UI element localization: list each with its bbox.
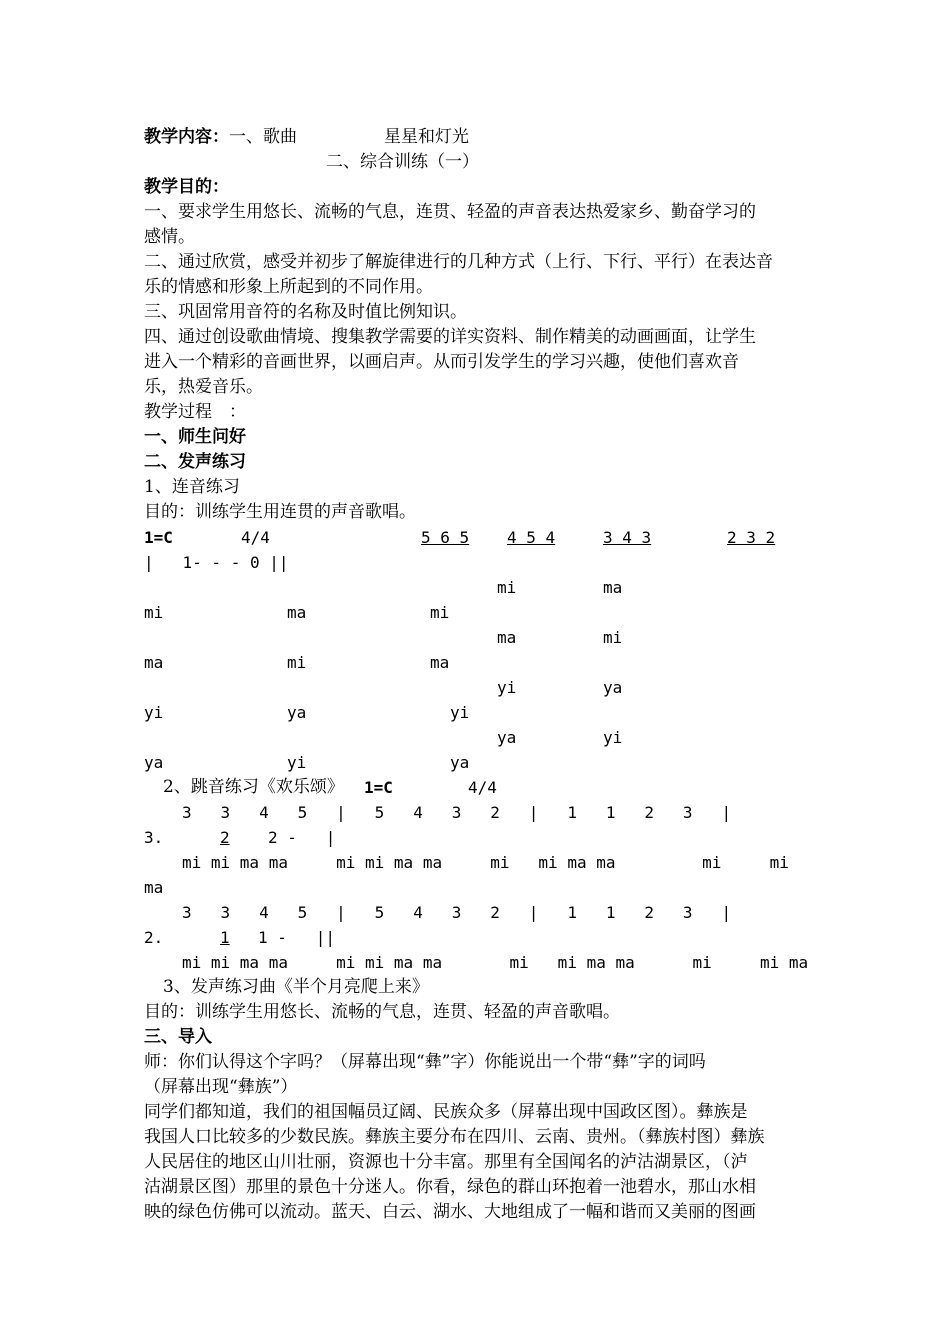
syllable: ya (287, 703, 307, 722)
syllable: ya (450, 753, 470, 772)
exercise-1-goal: 目的：训练学生用连贯的声音歌唱。 (144, 502, 416, 522)
goal-line: 乐，热爱音乐。 (144, 377, 263, 397)
notation-group: 2 3 2 (727, 528, 776, 547)
goal-line: 进入一个精彩的音画世界，以画启声。从而引发学生的学习兴趣，使他们喜欢音 (144, 352, 739, 372)
syllable: ma (603, 578, 623, 597)
syllable: yi (497, 678, 517, 697)
intro-line: 映的绿色仿佛可以流动。蓝天、白云、湖水、大地组成了一幅和谐而又美丽的图画 (144, 1202, 756, 1222)
notation-ending: | 1- - - 0 || (144, 553, 289, 572)
syllable: ya (603, 678, 623, 697)
lyric-row: mi mi ma ma mi mi ma ma mi mi ma ma mi mi ma (182, 953, 809, 972)
intro-line: 同学们都知道，我们的祖国幅员辽阔、民族众多（屏幕出现中国政区图）。彝族是 (144, 1102, 748, 1122)
notation-row: 3 3 4 5 | 5 4 3 2 | 1 1 2 3 | (182, 803, 732, 822)
syllable: mi (144, 603, 164, 622)
intro-line: （屏幕出现“彝族”） (144, 1077, 298, 1097)
goal-label: 教学目的： (144, 177, 229, 197)
section-greeting: 一、师生问好 (144, 427, 246, 447)
syllable: ma (144, 653, 164, 672)
key-signature: 1=C (144, 528, 173, 547)
syllable: ya (144, 753, 164, 772)
key-signature: 1=C (364, 778, 393, 797)
goal-line: 一、要求学生用悠长、流畅的气息，连贯、轻盈的声音表达热爱家乡、勤奋学习的 (144, 202, 756, 222)
notation-row: 3 3 4 5 | 5 4 3 2 | 1 1 2 3 | (182, 903, 732, 922)
section-vocal-practice: 二、发声练习 (144, 452, 246, 472)
song-title: 星星和灯光 (384, 127, 469, 147)
notation-group: 4 5 4 (507, 528, 556, 547)
notation-cell: 3. (144, 828, 164, 847)
exercise-2-title: 2、跳音练习《欢乐颂》 (163, 777, 344, 797)
goal-line: 二、通过欣赏，感受并初步了解旋律进行的几种方式（上行、下行、平行）在表达音 (144, 252, 773, 272)
syllable: mi (430, 603, 450, 622)
intro-line: 师：你们认得这个字吗？（屏幕出现“彝”字）你能说出一个带“彝”字的词吗 (144, 1052, 706, 1072)
goal-line: 感情。 (144, 227, 195, 247)
syllable: yi (603, 728, 623, 747)
content-line-1 (144, 125, 297, 150)
syllable: ya (497, 728, 517, 747)
process-label: 教学过程 ： (144, 402, 246, 422)
time-signature: 4/4 (241, 528, 270, 547)
intro-line: 我国人口比较多的少数民族。彝族主要分布在四川、云南、贵州。（彝族村图）彝族 (144, 1127, 765, 1147)
exercise-3-title: 3、发声练习曲《半个月亮爬上来》 (163, 977, 429, 997)
syllable: ma (287, 603, 307, 622)
exercise-3-goal: 目的：训练学生用悠长、流畅的气息，连贯、轻盈的声音歌唱。 (144, 1002, 620, 1022)
syllable: ma (497, 628, 517, 647)
content-item-1: 一、歌曲 (229, 127, 297, 147)
intro-line: 沽湖景区图）那里的景色十分迷人。你看，绿色的群山环抱着一池碧水，那山水相 (144, 1177, 756, 1197)
exercise-1-title: 1、连音练习 (144, 477, 240, 497)
syllable: ma (430, 653, 450, 672)
intro-line: 人民居住的地区山川壮丽，资源也十分丰富。那里有全国闻名的泸沽湖景区，（泸 (144, 1152, 748, 1172)
lyric-row: mi mi ma ma mi mi ma ma mi mi ma ma mi mi (182, 853, 789, 872)
content-label: 教学内容： (144, 127, 229, 147)
notation-cell: 1 (220, 928, 230, 947)
notation-cell: 2. (144, 928, 164, 947)
notation-cell: 2 (220, 828, 230, 847)
time-signature: 4/4 (468, 778, 497, 797)
notation-cell: 1 - || (258, 928, 336, 947)
notation-group: 5 6 5 (421, 528, 470, 547)
section-intro: 三、导入 (144, 1027, 212, 1047)
notation-cell: 2 - | (268, 828, 336, 847)
goal-line: 四、通过创设歌曲情境、搜集教学需要的详实资料、制作精美的动画画面，让学生 (144, 327, 756, 347)
notation-group: 3 4 3 (603, 528, 652, 547)
syllable: mi (603, 628, 623, 647)
lyric-row: ma (144, 878, 164, 897)
syllable: mi (497, 578, 517, 597)
syllable: mi (287, 653, 307, 672)
syllable: yi (450, 703, 470, 722)
content-item-2: 二、综合训练（一） (326, 152, 479, 172)
syllable: yi (144, 703, 164, 722)
syllable: yi (287, 753, 307, 772)
goal-line: 乐的情感和形象上所起到的不同作用。 (144, 277, 433, 297)
goal-line: 三、巩固常用音符的名称及时值比例知识。 (144, 302, 467, 322)
